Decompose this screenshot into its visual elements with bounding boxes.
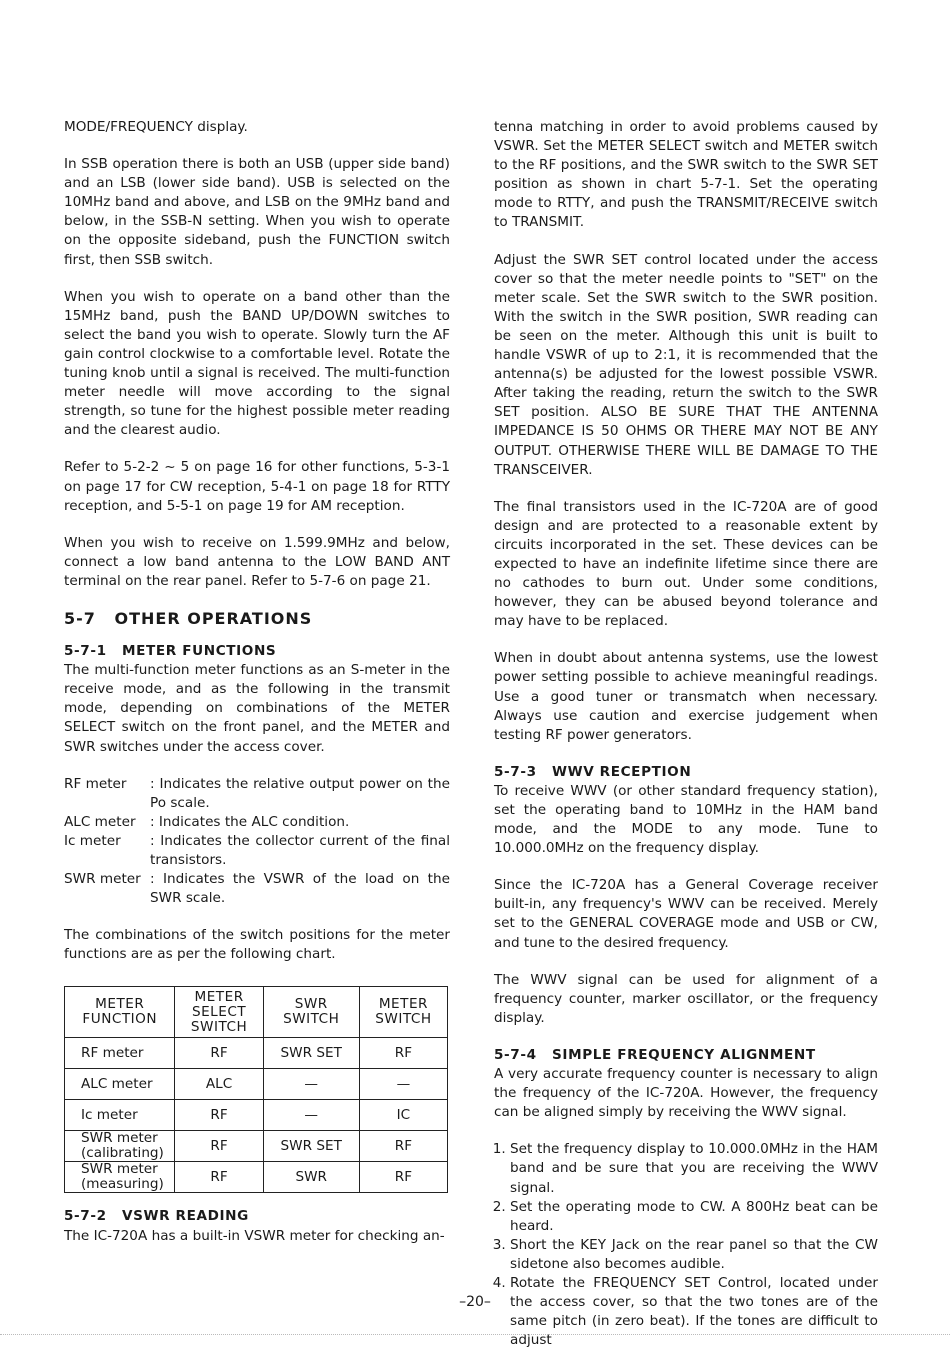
table-row: [65, 1069, 448, 1100]
table-cell: IC: [359, 1100, 447, 1131]
subsection-title: METER FUNCTIONS: [122, 643, 277, 660]
subsection-number: 5-7-4: [494, 1046, 537, 1063]
definition-desc: : Indicates the VSWR of the load on the SWR scale.: [150, 871, 450, 907]
subsection-heading-5-7-2: [64, 1207, 450, 1226]
definition-item: [64, 832, 450, 870]
swr-set-paragraph: Adjust the SWR SET control located under the access cover so that the meter needle points to "SET" on the meter scale. Set the SWR switch to the SWR position. With the switch in the SWR position, SWR reading can be seen on the meter. Although this unit is built to handle VSWR of up to 2:1, it is recommended that the antenna(s) be adjusted for the lowest possible VSWR. After taking the reading, return the switch to the SWR SET position. ALSO BE SURE THAT THE ANTENNA IMPEDANCE IS 50 OHMS OR THERE MAY NOT BE ANY OUTPUT. OTHERWISE THERE WILL BE DAMAGE TO THE TRANSCEIVER.: [494, 251, 878, 478]
meter-functions-paragraph: The multi-function meter functions as an S-meter in the receive mode, and as the following in the transmit mode, depending on combinations of the METER SELECT switch on the front panel, and the METER and SWR switches under the access cover.: [64, 662, 450, 755]
list-item: 1. Set the frequency display to 10.000.0MHz in the HAM band and be sure that you are receiving the WWV signal.: [510, 1140, 878, 1197]
definition-term: ALC meter: [64, 813, 136, 830]
ssb-paragraph: In SSB operation there is both an USB (upper side band) and an LSB (lower side band). USB is selected on the 10MHz band and above, and LSB on the 9MHz band and below, in the SSB-N setting. When you wish to operate on the opposite sideband, push the FUNCTION switch first, then SSB switch.: [64, 156, 450, 268]
refer-paragraph: Refer to 5-2-2 ~ 5 on page 16 for other functions, 5-3-1 on page 17 for CW reception, 5-4-1 on page 18 for RTTY reception, and 5-5-1 on page 19 for AM reception.: [64, 459, 450, 514]
definition-item: [64, 775, 450, 813]
transistors-paragraph: The final transistors used in the IC-720A are of good design and are protected to a reasonable extent by circuits incorporated in the set. These devices can be expected to have an indefinite lifetime since there are no cathodes to burn out. Under some conditions, however, they can be abused beyond tolerance and may have to be replaced.: [494, 498, 878, 630]
table-cell: SWR SET: [263, 1038, 359, 1069]
alignment-steps: [494, 1140, 878, 1350]
table-cell: SWR meter (measuring): [65, 1162, 175, 1193]
section-title: OTHER OPERATIONS: [114, 608, 313, 628]
definition-term: RF meter: [64, 775, 127, 792]
table-cell: RF: [359, 1131, 447, 1162]
column-header: SWR SWITCH: [263, 987, 359, 1038]
table-cell: —: [359, 1069, 447, 1100]
table-row: [65, 1162, 448, 1193]
page-number: –20–: [459, 1294, 491, 1310]
table-cell: SWR: [263, 1162, 359, 1193]
table-cell: RF: [175, 1038, 263, 1069]
list-item: 4. Rotate the FREQUENCY SET Control, located under the access cover, so that the two tones are of the same pitch (in zero beat). If the tones are difficult to adjust: [510, 1274, 878, 1350]
table-cell: RF: [359, 1038, 447, 1069]
column-header: METER FUNCTION: [65, 987, 175, 1038]
table-cell: RF: [175, 1100, 263, 1131]
definition-term: SWR meter: [64, 871, 141, 888]
table-row: [65, 1038, 448, 1069]
table-cell: RF meter: [65, 1038, 175, 1069]
wwv-paragraph: To receive WWV (or other standard frequency station), set the operating band to 10MHz in the HAM band mode, and the MODE to any mode. Tune to 10.000.0MHz on the frequency display.: [494, 782, 878, 857]
list-item: 3. Short the KEY Jack on the rear panel so that the CW sidetone also becomes audible.: [510, 1236, 878, 1274]
table-cell: SWR meter (calibrating): [65, 1131, 175, 1162]
table-row: [65, 1131, 448, 1162]
table-cell: —: [263, 1100, 359, 1131]
table-cell: RF: [175, 1131, 263, 1162]
left-column: [64, 118, 450, 1246]
subsection-heading-5-7-4: [494, 1046, 878, 1065]
subsection-heading-5-7-3: [494, 763, 878, 782]
column-header: METER SELECT SWITCH: [175, 987, 263, 1038]
low-band-paragraph: When you wish to receive on 1.599.9MHz and below, connect a low band antenna to the LOW BAND ANT terminal on the rear panel. Refer to 5-7-6 on page 21.: [64, 534, 450, 589]
section-heading-5-7: [64, 609, 450, 628]
table-cell: RF: [175, 1162, 263, 1193]
definition-desc: : Indicates the collector current of the final transistors.: [150, 832, 450, 868]
column-header: METER SWITCH: [359, 987, 447, 1038]
definition-item: [64, 870, 450, 908]
definition-desc: : Indicates the relative output power on the Po scale.: [150, 775, 450, 811]
antenna-matching-paragraph: tenna matching in order to avoid problems caused by VSWR. Set the METER SELECT switch and METER switch to the RF positions, and the SWR switch to the SWR SET position as shown in chart 5-7-1. Set the operating mode to RTTY, and push the TRANSMIT/RECEIVE switch to TRANSMIT.: [494, 119, 878, 231]
table-row: [65, 1100, 448, 1131]
table-cell: —: [263, 1069, 359, 1100]
subsection-title: WWV RECEPTION: [552, 763, 692, 780]
combinations-paragraph: The combinations of the switch positions for the meter functions are as per the following chart.: [64, 927, 450, 963]
subsection-number: 5-7-2: [64, 1208, 107, 1225]
table-header-row: [65, 987, 448, 1038]
scan-edge-divider: [0, 1334, 950, 1339]
definition-item: [64, 813, 450, 832]
meter-definitions: [64, 775, 450, 909]
definition-term: Ic meter: [64, 832, 121, 849]
subsection-heading-5-7-1: [64, 642, 450, 661]
table-cell: RF: [359, 1162, 447, 1193]
table-cell: ALC meter: [65, 1069, 175, 1100]
antenna-doubt-paragraph: When in doubt about antenna systems, use the lowest power setting possible to achieve meaningful readings. Use a good tuner or transmatch when necessary. Always use caution and exercise judgement when testing RF power generators.: [494, 650, 878, 743]
general-coverage-paragraph: Since the IC-720A has a General Coverage receiver built-in, any frequency's WWV can be received. Merely set to the GENERAL COVERAGE mode and USB or CW, and tune to the desired frequency.: [494, 877, 878, 951]
subsection-number: 5-7-1: [64, 643, 107, 660]
definition-desc: : Indicates the ALC condition.: [150, 813, 350, 830]
band-paragraph: When you wish to operate on a band other than the 15MHz band, push the BAND UP/DOWN switches to select the band you wish to operate. Slowly turn the AF gain control clockwise to a comfortable level. Rotate the tuning knob until a signal is received. The multi-function meter needle will move according to the signal strength, so tune for the highest possible meter reading and the clearest audio.: [64, 288, 450, 439]
wwv-alignment-paragraph: The WWV signal can be used for alignment of a frequency counter, marker oscillator, or the frequency display.: [494, 971, 878, 1026]
meter-switch-chart: [64, 986, 448, 1193]
right-column: [494, 118, 878, 1350]
table-cell: ALC: [175, 1069, 263, 1100]
list-item: 2. Set the operating mode to CW. A 800Hz beat can be heard.: [510, 1198, 878, 1236]
subsection-title: VSWR READING: [122, 1208, 249, 1225]
table-cell: SWR SET: [263, 1131, 359, 1162]
mode-frequency-text: MODE/FREQUENCY display.: [64, 119, 248, 135]
frequency-counter-paragraph: A very accurate frequency counter is necessary to align the frequency of the IC-720A. However, the frequency can be aligned simply by receiving the WWV signal.: [494, 1066, 878, 1121]
subsection-title: SIMPLE FREQUENCY ALIGNMENT: [552, 1046, 816, 1063]
table-cell: Ic meter: [65, 1100, 175, 1131]
vswr-intro-paragraph: The IC-720A has a built-in VSWR meter for checking an-: [64, 1227, 445, 1244]
section-number: 5-7: [64, 608, 96, 628]
subsection-number: 5-7-3: [494, 763, 537, 780]
